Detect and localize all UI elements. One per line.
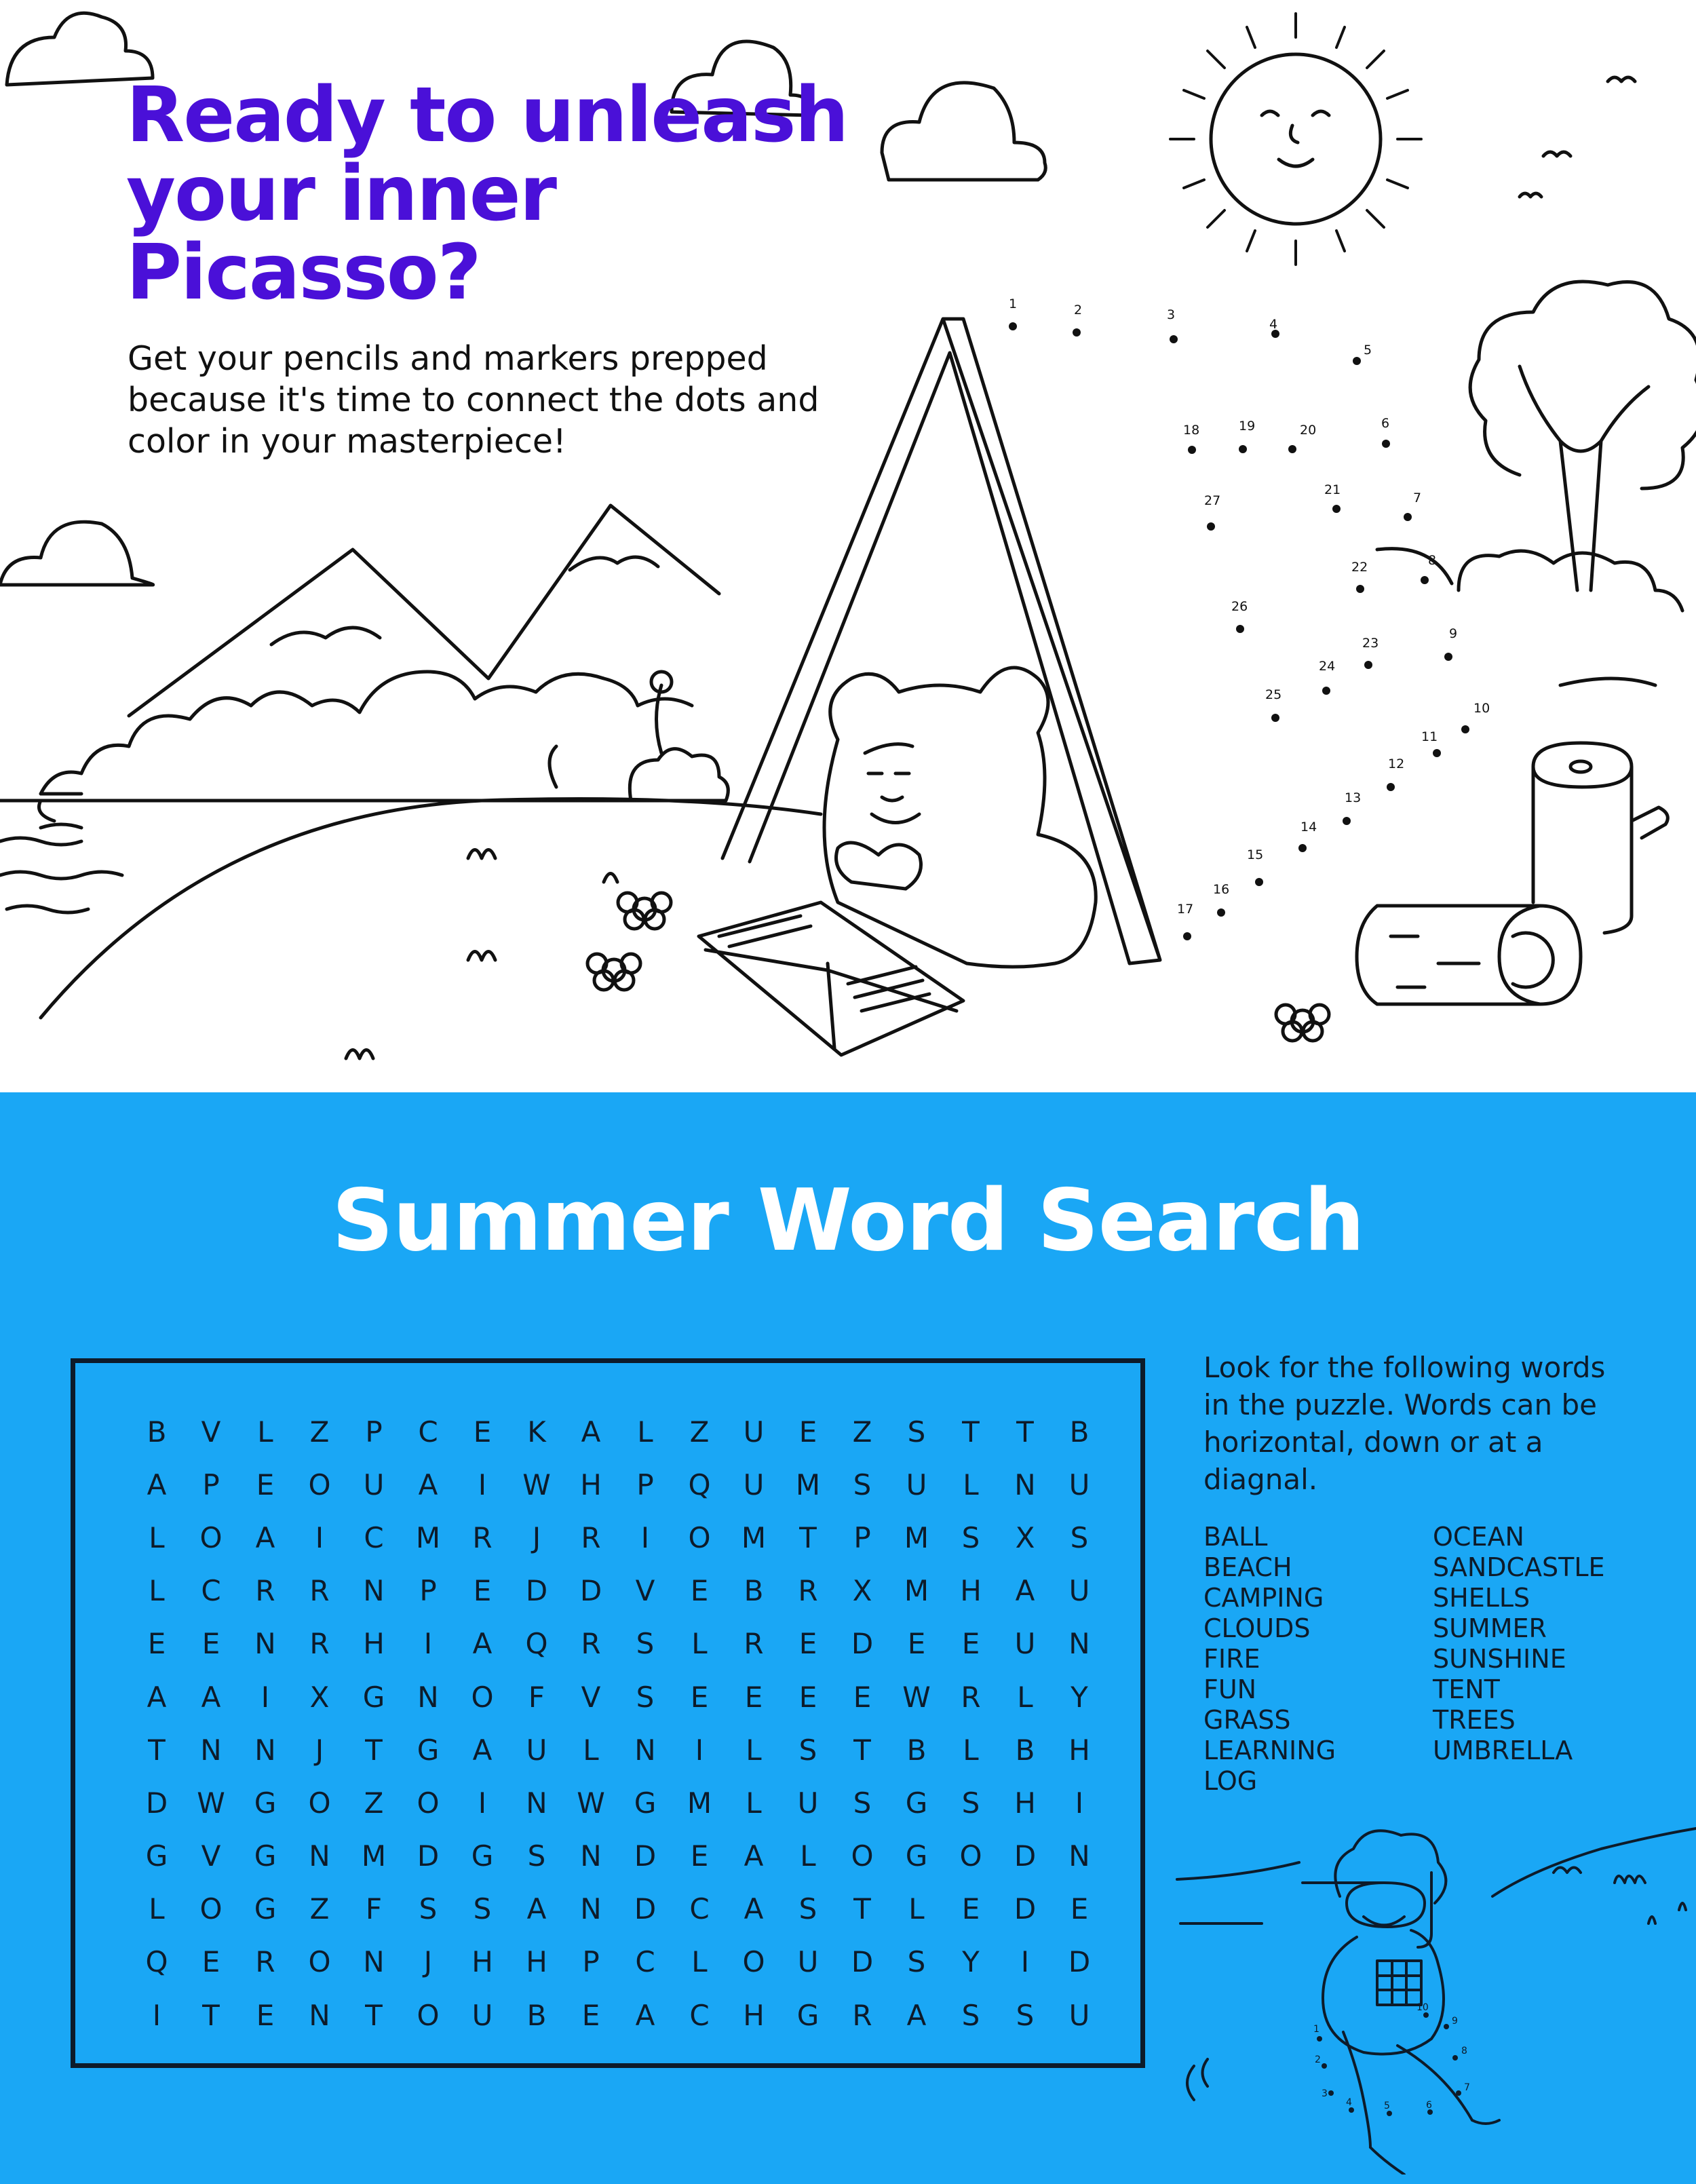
grid-letter: P [853, 1520, 871, 1554]
grid-letter: M [904, 1520, 929, 1554]
grid-letter: G [905, 1786, 928, 1820]
dot-label: 13 [1345, 790, 1362, 805]
cloud-icon [882, 83, 1045, 180]
dot-label: 10 [1473, 701, 1490, 716]
grid-letter: L [691, 1627, 708, 1661]
grid-letter: Z [364, 1786, 384, 1820]
grid-letter: O [199, 1520, 223, 1554]
word-list-item: UMBRELLA [1433, 1736, 1573, 1765]
word-list-item: FUN [1203, 1674, 1257, 1704]
grid-letter: I [315, 1520, 324, 1554]
dot-label: 14 [1300, 820, 1317, 835]
grid-letter: B [1015, 1733, 1035, 1767]
grid-letter: E [853, 1680, 872, 1714]
dot-number-labels [1009, 296, 1490, 917]
grid-letter: A [147, 1468, 167, 1501]
grid-letter: L [908, 1892, 925, 1926]
grid-letter: G [417, 1733, 440, 1767]
grid-letter: E [798, 1680, 817, 1714]
grid-letter: A [255, 1520, 275, 1554]
grid-letter: X [309, 1680, 330, 1714]
grid-letter: L [583, 1733, 599, 1767]
grid-letter: B [906, 1733, 927, 1767]
word-list-item: LEARNING [1203, 1736, 1336, 1765]
grid-letter: V [201, 1415, 221, 1449]
grid-letter: S [853, 1786, 872, 1820]
dot-label: 22 [1351, 560, 1368, 575]
grid-letter: H [526, 1945, 547, 1979]
grid-letter: Q [525, 1627, 548, 1661]
grid-letter: R [581, 1627, 601, 1661]
grid-letter: E [690, 1839, 709, 1873]
grid-letter: A [1015, 1574, 1035, 1608]
word-list-item: TENT [1433, 1674, 1500, 1704]
dot-label: 5 [1384, 2101, 1390, 2111]
grid-letter: H [580, 1468, 602, 1501]
grid-letter: S [527, 1839, 546, 1873]
grid-letter: D [525, 1574, 548, 1608]
word-list-item: OCEAN [1433, 1522, 1524, 1552]
grid-letter: R [309, 1574, 330, 1608]
grid-letter: H [363, 1627, 385, 1661]
grid-letter: A [906, 1998, 927, 2032]
grid-letter: S [907, 1945, 926, 1979]
grid-letter: O [308, 1468, 331, 1501]
grid-letter: A [635, 1998, 655, 2032]
grid-letter: W [522, 1468, 551, 1501]
grid-letter: E [798, 1415, 817, 1449]
grid-letter: C [418, 1415, 438, 1449]
word-list-item: BALL [1203, 1522, 1268, 1552]
grid-letter: E [473, 1574, 492, 1608]
grid-letter: V [201, 1839, 221, 1873]
grid-letter: G [634, 1786, 657, 1820]
grid-letter: I [1020, 1945, 1030, 1979]
grid-letter: X [1015, 1520, 1035, 1554]
grid-letter: P [582, 1945, 600, 1979]
dot-label: 6 [1381, 416, 1390, 431]
grid-letter: B [1069, 1415, 1090, 1449]
grid-letter: O [308, 1786, 331, 1820]
grid-letter: U [1014, 1627, 1036, 1661]
word-list-item: SANDCASTLE [1433, 1552, 1605, 1582]
grid-letter: T [148, 1733, 166, 1767]
grid-letter: O [308, 1945, 331, 1979]
grid-letter: G [145, 1839, 168, 1873]
grid-letter: T [202, 1998, 220, 2032]
sun-icon [1211, 54, 1381, 224]
grid-letter: S [419, 1892, 438, 1926]
grid-letter: S [961, 1520, 980, 1554]
grid-letter: L [149, 1520, 165, 1554]
grid-letter: I [478, 1468, 487, 1501]
grid-letter: O [851, 1839, 874, 1873]
grid-letter: P [419, 1574, 437, 1608]
grid-letter: S [961, 1786, 980, 1820]
grid-letter: H [1014, 1786, 1036, 1820]
grid-letter: F [365, 1892, 383, 1926]
page-title: Ready to unleash your inner Picasso? [126, 71, 848, 317]
grid-letter: A [472, 1733, 493, 1767]
grid-letter: X [852, 1574, 872, 1608]
grid-letter: E [798, 1627, 817, 1661]
grid-letter: E [961, 1892, 980, 1926]
grid-letter: N [1014, 1468, 1036, 1501]
grid-letter: L [746, 1733, 762, 1767]
grid-letter: C [635, 1945, 655, 1979]
grid-letter: T [365, 1998, 383, 2032]
grid-letter: U [743, 1468, 765, 1501]
grid-letter: D [1068, 1945, 1091, 1979]
grid-letter: O [199, 1892, 223, 1926]
grid-letter: J [315, 1733, 324, 1767]
grid-letter: I [695, 1733, 704, 1767]
grid-letter: C [201, 1574, 221, 1608]
grid-letter: U [797, 1945, 819, 1979]
grid-letter: O [688, 1520, 711, 1554]
grid-letter: N [1068, 1839, 1090, 1873]
grid-letter: G [796, 1998, 820, 2032]
grid-letter: H [1068, 1733, 1090, 1767]
grid-letter: L [149, 1892, 165, 1926]
grid-letter: L [800, 1839, 816, 1873]
dot-label: 1 [1009, 296, 1018, 311]
grid-letter: N [363, 1574, 385, 1608]
grid-letter: L [963, 1468, 979, 1501]
grid-letter: N [309, 1839, 330, 1873]
grid-letter: O [742, 1945, 765, 1979]
grid-letter: L [691, 1945, 708, 1979]
word-list-item: FIRE [1203, 1644, 1260, 1674]
dot-label: 20 [1300, 423, 1317, 438]
grid-letter: Z [309, 1415, 330, 1449]
grid-letter: A [744, 1839, 764, 1873]
dot-label: 21 [1324, 482, 1341, 497]
grid-letter: C [689, 1892, 710, 1926]
dot-label: 17 [1177, 902, 1194, 917]
grid-letter: G [254, 1892, 277, 1926]
grid-letter: R [255, 1945, 275, 1979]
grid-letter: T [799, 1520, 817, 1554]
tree-icon [1520, 366, 1649, 590]
dot-label: 2 [1074, 303, 1083, 318]
dot-label: 4 [1269, 317, 1278, 332]
dot-label: 3 [1322, 2088, 1328, 2099]
dot-label: 5 [1364, 343, 1372, 358]
word-search-grid [130, 1405, 1106, 2042]
grid-letter: Z [309, 1892, 330, 1926]
word-search-panel [0, 1092, 1696, 2184]
diver-body [1323, 1930, 1444, 2054]
grid-letter: A [472, 1627, 493, 1661]
dot-label: 19 [1239, 419, 1256, 434]
grid-letter: S [798, 1892, 817, 1926]
dot-label: 27 [1204, 493, 1221, 508]
grid-letter: R [852, 1998, 872, 2032]
dot-label: 10 [1416, 2002, 1429, 2013]
cube-icon [1377, 1961, 1421, 2005]
grid-letter: N [580, 1892, 602, 1926]
flower-icon [618, 893, 671, 929]
dot-label: 3 [1167, 307, 1176, 322]
grid-letter: M [741, 1520, 767, 1554]
grid-letter: U [797, 1786, 819, 1820]
grid-letter: O [417, 1998, 440, 2032]
dot-label: 7 [1464, 2082, 1470, 2093]
grid-letter: S [961, 1998, 980, 2032]
dot-label: 6 [1426, 2100, 1432, 2111]
grid-letter: N [634, 1733, 656, 1767]
grid-letter: D [851, 1627, 874, 1661]
grid-letter: T [1016, 1415, 1034, 1449]
grid-letter: J [423, 1945, 433, 1979]
grid-letter: V [635, 1574, 655, 1608]
grid-letter: S [636, 1680, 655, 1714]
word-list-item: SUNSHINE [1433, 1644, 1566, 1674]
snorkeler-illustration [1174, 1808, 1696, 2175]
grid-letter: O [417, 1786, 440, 1820]
grid-letter: I [640, 1520, 650, 1554]
grid-letter: E [147, 1627, 166, 1661]
word-list-column-1 [1203, 1522, 1336, 1797]
grid-letter: E [690, 1680, 709, 1714]
grid-letter: E [907, 1627, 926, 1661]
snorkel-mask-icon [1347, 1883, 1425, 1927]
grid-letter: A [581, 1415, 601, 1449]
word-search-title: Summer Word Search [332, 1170, 1364, 1270]
stump-icon [1533, 743, 1668, 933]
grid-letter: J [532, 1520, 541, 1554]
grid-letter: V [581, 1680, 601, 1714]
dot-label: 15 [1247, 847, 1264, 862]
grid-letter: B [147, 1415, 167, 1449]
word-search-grid-frame [71, 1358, 1145, 2068]
grid-letter: D [1014, 1839, 1037, 1873]
grid-letter: S [636, 1627, 655, 1661]
grid-letter: N [1068, 1627, 1090, 1661]
grid-letter: N [526, 1786, 547, 1820]
dot-label: 2 [1315, 2054, 1321, 2065]
grid-letter: I [1075, 1786, 1084, 1820]
grid-letter: R [961, 1680, 981, 1714]
grid-letter: N [580, 1839, 602, 1873]
grid-letter: G [254, 1786, 277, 1820]
grid-letter: D [417, 1839, 440, 1873]
grid-letter: D [634, 1839, 657, 1873]
dot-label: 9 [1449, 626, 1458, 641]
grid-letter: U [1068, 1574, 1090, 1608]
grid-letter: H [471, 1945, 493, 1979]
grid-letter: T [962, 1415, 980, 1449]
grid-letter: N [363, 1945, 385, 1979]
intro-text: Get your pencils and markers prepped because it's time to connect the dots and color in your masterpiece! [128, 339, 820, 461]
word-list-column-2 [1433, 1522, 1605, 1766]
grid-letter: P [636, 1468, 654, 1501]
grid-letter: B [744, 1574, 764, 1608]
grid-letter: R [472, 1520, 493, 1554]
grid-letter: W [577, 1786, 605, 1820]
grid-letter: N [254, 1733, 276, 1767]
grid-letter: E [473, 1415, 492, 1449]
grid-letter: E [961, 1627, 980, 1661]
grid-letter: M [795, 1468, 821, 1501]
grid-letter: C [689, 1998, 710, 2032]
grid-letter: H [960, 1574, 982, 1608]
grid-letter: R [744, 1627, 764, 1661]
grid-letter: W [902, 1680, 931, 1714]
word-list-item: SHELLS [1433, 1583, 1530, 1613]
grid-letter: Z [689, 1415, 710, 1449]
dot-label: 25 [1265, 687, 1282, 702]
grid-letter: W [197, 1786, 225, 1820]
word-list-item: GRASS [1203, 1705, 1291, 1735]
grid-letter: Y [1071, 1680, 1088, 1714]
grid-letter: E [690, 1574, 709, 1608]
grid-letter: Y [962, 1945, 980, 1979]
sun-rays [1170, 14, 1421, 265]
grid-letter: C [364, 1520, 384, 1554]
mountain-icon [129, 505, 719, 716]
grid-letter: D [634, 1892, 657, 1926]
grid-letter: S [1070, 1520, 1089, 1554]
grid-letter: U [363, 1468, 385, 1501]
dot-label: 24 [1319, 659, 1336, 674]
grid-letter: E [581, 1998, 600, 2032]
word-list-item: BEACH [1203, 1552, 1292, 1582]
instructions-text: Look for the following words in the puzzle. Words can be horizontal, down or at a diagnal. [1203, 1351, 1606, 1496]
grid-letter: L [963, 1733, 979, 1767]
grid-letter: D [579, 1574, 602, 1608]
grid-letter: S [798, 1733, 817, 1767]
grid-letter: P [365, 1415, 383, 1449]
dot-label: 1 [1313, 2024, 1319, 2035]
grid-letter: E [744, 1680, 763, 1714]
grid-letter: I [478, 1786, 487, 1820]
word-list-item: SUMMER [1433, 1613, 1547, 1643]
grid-letter: G [471, 1839, 494, 1873]
word-list-item: CAMPING [1203, 1583, 1324, 1613]
grid-letter: Q [145, 1945, 168, 1979]
dot-label: 7 [1413, 491, 1422, 505]
grid-letter: D [851, 1945, 874, 1979]
grid-letter: G [905, 1839, 928, 1873]
grid-letter: E [201, 1945, 220, 1979]
flower-icon [1276, 1005, 1329, 1041]
dot-label: 16 [1213, 882, 1230, 897]
grid-letter: M [687, 1786, 712, 1820]
dot-label: 4 [1346, 2097, 1352, 2108]
grid-letter: D [145, 1786, 168, 1820]
grid-letter: U [1068, 1468, 1090, 1501]
dot-label: 26 [1231, 599, 1248, 614]
grid-letter: G [254, 1839, 277, 1873]
grid-letter: Q [688, 1468, 711, 1501]
grid-letter: K [527, 1415, 546, 1449]
grid-letter: U [743, 1415, 765, 1449]
grid-letter: S [907, 1415, 926, 1449]
grid-letter: O [471, 1680, 494, 1714]
grid-letter: A [201, 1680, 221, 1714]
grid-letter: O [959, 1839, 982, 1873]
grid-letter: E [256, 1468, 275, 1501]
grid-letter: L [149, 1574, 165, 1608]
grid-letter: E [1070, 1892, 1089, 1926]
dot-label: 8 [1428, 553, 1437, 568]
grid-letter: A [418, 1468, 438, 1501]
grid-letter: U [1068, 1998, 1090, 2032]
grid-letter: I [152, 1998, 161, 2032]
grid-letter: R [798, 1574, 818, 1608]
grid-letter: R [309, 1627, 330, 1661]
grid-letter: Z [852, 1415, 872, 1449]
grid-letter: L [746, 1786, 762, 1820]
grid-letter: R [581, 1520, 601, 1554]
grid-letter: I [423, 1627, 433, 1661]
grid-letter: B [526, 1998, 547, 2032]
grid-letter: L [257, 1415, 273, 1449]
book-icon [699, 902, 963, 1055]
grid-letter: S [1016, 1998, 1035, 2032]
grid-letter: E [256, 1998, 275, 2032]
grid-letter: F [528, 1680, 545, 1714]
grid-letter: T [853, 1733, 871, 1767]
grid-letter: P [202, 1468, 220, 1501]
grid-letter: T [853, 1892, 871, 1926]
dot-label: 11 [1421, 729, 1438, 744]
grid-letter: D [1014, 1892, 1037, 1926]
grid-letter: N [200, 1733, 222, 1767]
grid-letter: M [361, 1839, 387, 1873]
grid-letter: S [853, 1468, 872, 1501]
dot-label: 9 [1452, 2016, 1458, 2027]
grid-letter: A [147, 1680, 167, 1714]
word-list-item: LOG [1203, 1766, 1258, 1796]
grid-letter: N [254, 1627, 276, 1661]
grid-letter: U [906, 1468, 927, 1501]
grid-letter: H [743, 1998, 765, 2032]
flower-icon [587, 954, 640, 990]
grid-letter: E [201, 1627, 220, 1661]
word-list-item: CLOUDS [1203, 1613, 1311, 1643]
cloud-icon [0, 522, 153, 585]
grid-letter: T [365, 1733, 383, 1767]
grid-letter: N [309, 1998, 330, 2032]
grid-letter: N [417, 1680, 439, 1714]
grid-letter: I [261, 1680, 270, 1714]
grid-letter: U [526, 1733, 547, 1767]
dot-label: 18 [1183, 423, 1200, 438]
grid-letter: M [904, 1574, 929, 1608]
grid-letter: A [744, 1892, 764, 1926]
dot-label: 12 [1388, 756, 1405, 771]
grid-letter: S [473, 1892, 492, 1926]
grid-letter: U [471, 1998, 493, 2032]
dot-label: 23 [1362, 636, 1379, 651]
grid-letter: G [362, 1680, 385, 1714]
grid-letter: L [637, 1415, 653, 1449]
dot-label: 8 [1461, 2046, 1467, 2056]
word-list-item: TREES [1433, 1705, 1516, 1735]
grid-letter: A [526, 1892, 547, 1926]
log-icon [1357, 906, 1581, 1004]
grid-letter: M [415, 1520, 441, 1554]
grid-letter: L [1017, 1680, 1033, 1714]
grid-letter: R [255, 1574, 275, 1608]
